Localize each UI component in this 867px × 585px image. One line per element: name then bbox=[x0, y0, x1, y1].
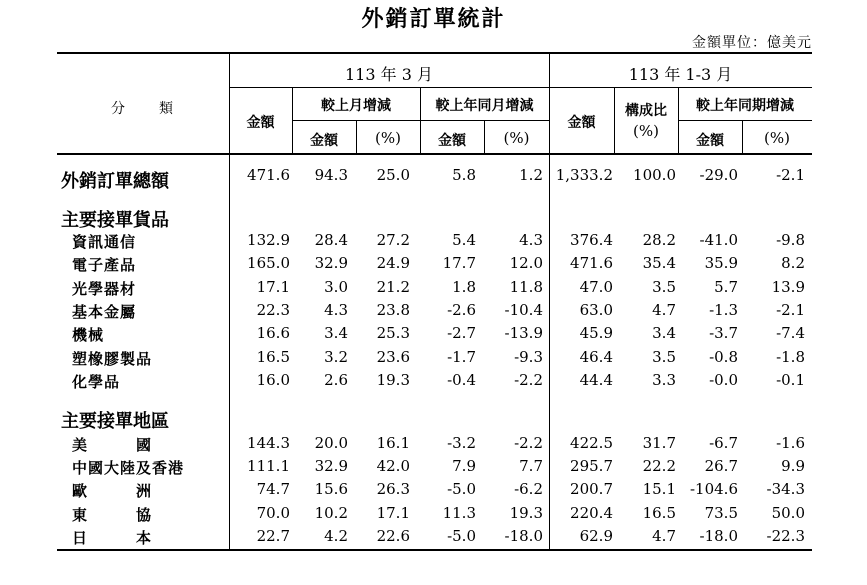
table-cell: 31.7 bbox=[642, 434, 676, 452]
table-cell: 3.4 bbox=[324, 324, 348, 343]
table-cell: 20.0 bbox=[314, 434, 348, 452]
total-cell: 471.6 bbox=[247, 166, 290, 184]
table-cell: 132.9 bbox=[247, 231, 290, 249]
table-cell: 23.8 bbox=[376, 300, 410, 319]
table-cell: 3.5 bbox=[652, 347, 676, 366]
table-cell: -2.2 bbox=[514, 434, 543, 452]
table-cell: 16.6 bbox=[256, 324, 290, 343]
table-cell: 11.8 bbox=[509, 277, 543, 296]
table-cell: 47.0 bbox=[579, 277, 613, 296]
page-title: 外銷訂單統計 bbox=[361, 6, 506, 32]
table-bottom-rule bbox=[57, 549, 812, 551]
sub-pct-2: (%) bbox=[503, 129, 530, 147]
table-cell: -2.7 bbox=[447, 324, 476, 343]
table-cell: 19.3 bbox=[376, 370, 410, 389]
table-cell: 21.2 bbox=[376, 277, 410, 296]
table-cell: 8.2 bbox=[781, 254, 805, 273]
table-cell: 422.5 bbox=[570, 434, 613, 452]
sub-amount-3: 金額 bbox=[696, 133, 724, 149]
table-cell: -1.8 bbox=[776, 347, 805, 366]
table-cell: 28.4 bbox=[314, 231, 348, 249]
total-label: 外銷訂單總額 bbox=[61, 171, 169, 192]
table-cell: 3.2 bbox=[324, 347, 348, 366]
table-cell: 16.0 bbox=[256, 370, 290, 389]
table-cell: -9.3 bbox=[514, 347, 543, 366]
table-cell: 63.0 bbox=[579, 300, 613, 319]
table-cell: -5.0 bbox=[447, 480, 476, 499]
table-cell: 17.1 bbox=[256, 277, 290, 296]
table-cell: 200.7 bbox=[570, 480, 613, 499]
table-cell: 25.3 bbox=[376, 324, 410, 343]
table-cell: 32.9 bbox=[314, 457, 348, 476]
col-divider-h3 bbox=[614, 87, 615, 153]
header-rule-3 bbox=[678, 120, 812, 121]
total-cell: -29.0 bbox=[699, 166, 738, 184]
table-cell: 22.6 bbox=[376, 526, 410, 545]
table-cell: 27.2 bbox=[376, 231, 410, 249]
table-cell: 4.7 bbox=[652, 526, 676, 545]
table-cell: 7.9 bbox=[452, 457, 476, 476]
table-cell: -2.2 bbox=[514, 370, 543, 389]
table-cell: 4.7 bbox=[652, 300, 676, 319]
sub-amount-1: 金額 bbox=[310, 133, 338, 149]
header-amount-ytd: 金額 bbox=[567, 115, 596, 131]
table-cell: 111.1 bbox=[247, 457, 290, 476]
table-cell: -1.7 bbox=[447, 347, 476, 366]
header-bottom-rule bbox=[57, 153, 812, 155]
row-label: 塑橡膠製品 bbox=[72, 349, 153, 368]
table-cell: 46.4 bbox=[579, 347, 613, 366]
table-cell: -0.4 bbox=[447, 370, 476, 389]
table-cell: -6.7 bbox=[709, 434, 738, 452]
table-cell: 22.7 bbox=[256, 526, 290, 545]
table-cell: 4.3 bbox=[324, 300, 348, 319]
table-cell: -5.0 bbox=[447, 526, 476, 545]
table-cell: -13.9 bbox=[504, 324, 543, 343]
table-cell: -18.0 bbox=[699, 526, 738, 545]
table-cell: 220.4 bbox=[570, 503, 613, 522]
table-cell: 1.8 bbox=[452, 277, 476, 296]
table-cell: -0.0 bbox=[709, 370, 738, 389]
row-label: 電子產品 bbox=[72, 256, 137, 275]
table-cell: -1.3 bbox=[709, 300, 738, 319]
table-cell: 11.3 bbox=[442, 503, 476, 522]
table-cell: 32.9 bbox=[314, 254, 348, 273]
sub-pct-1: (%) bbox=[375, 129, 401, 147]
table-cell: 165.0 bbox=[247, 254, 290, 273]
table-cell: 26.7 bbox=[704, 457, 738, 476]
table-cell: -34.3 bbox=[766, 480, 805, 499]
table-cell: -3.7 bbox=[709, 324, 738, 343]
table-cell: 10.2 bbox=[314, 503, 348, 522]
row-label: 美 國 bbox=[72, 436, 153, 454]
table-cell: 26.3 bbox=[376, 480, 410, 499]
table-cell: 44.4 bbox=[579, 370, 613, 389]
row-label: 東 協 bbox=[72, 505, 153, 524]
sub-pct-3: (%) bbox=[764, 129, 790, 147]
table-cell: 22.3 bbox=[256, 300, 290, 319]
header-amount-month: 金額 bbox=[246, 115, 275, 131]
table-cell: -18.0 bbox=[504, 526, 543, 545]
table-cell: -2.1 bbox=[776, 300, 805, 319]
row-label: 化學品 bbox=[72, 372, 121, 391]
table-cell: 5.7 bbox=[714, 277, 738, 296]
table-cell: 70.0 bbox=[256, 503, 290, 522]
table-cell: -6.2 bbox=[514, 480, 543, 499]
table-cell: 73.5 bbox=[704, 503, 738, 522]
table-cell: -0.1 bbox=[776, 370, 805, 389]
table-cell: 295.7 bbox=[570, 457, 613, 476]
products-heading: 主要接單貨品 bbox=[61, 210, 169, 231]
table-cell: -10.4 bbox=[504, 300, 543, 319]
table-cell: 74.7 bbox=[256, 480, 290, 499]
header-share: 構成比 bbox=[625, 103, 667, 119]
row-label: 資訊通信 bbox=[72, 233, 137, 251]
table-cell: 3.4 bbox=[652, 324, 676, 343]
table-cell: 42.0 bbox=[376, 457, 410, 476]
table-cell: 2.6 bbox=[324, 370, 348, 389]
table-cell: 5.4 bbox=[452, 231, 476, 249]
table-cell: 3.5 bbox=[652, 277, 676, 296]
table-cell: 17.7 bbox=[442, 254, 476, 273]
table-cell: 12.0 bbox=[509, 254, 543, 273]
total-cell: 100.0 bbox=[633, 166, 676, 184]
row-label: 日 本 bbox=[72, 528, 153, 547]
total-cell: 94.3 bbox=[314, 166, 348, 184]
table-cell: 28.2 bbox=[642, 231, 676, 249]
table-cell: 24.9 bbox=[376, 254, 410, 273]
header-vs-prev-month: 較上月增減 bbox=[321, 98, 391, 114]
table-cell: -2.6 bbox=[447, 300, 476, 319]
table-cell: 23.6 bbox=[376, 347, 410, 366]
table-cell: 35.9 bbox=[704, 254, 738, 273]
table-cell: 17.1 bbox=[376, 503, 410, 522]
table-cell: 13.9 bbox=[771, 277, 805, 296]
row-label: 中國大陸及香港 bbox=[72, 459, 185, 478]
total-cell: 1.2 bbox=[519, 166, 543, 184]
table-cell: 3.3 bbox=[652, 370, 676, 389]
total-cell: 25.0 bbox=[376, 166, 410, 184]
total-cell: -2.1 bbox=[776, 166, 805, 184]
sub-amount-2: 金額 bbox=[438, 133, 466, 149]
header-period-month: 113 年 3 月 bbox=[345, 65, 433, 84]
header-rule-1 bbox=[229, 87, 812, 88]
table-cell: -0.8 bbox=[709, 347, 738, 366]
table-cell: 7.7 bbox=[519, 457, 543, 476]
table-cell: 15.1 bbox=[642, 480, 676, 499]
table-cell: 4.2 bbox=[324, 526, 348, 545]
table-cell: 4.3 bbox=[519, 231, 543, 249]
row-label: 機械 bbox=[72, 326, 105, 345]
table-top-rule bbox=[57, 52, 812, 54]
table-cell: -41.0 bbox=[699, 231, 738, 249]
table-cell: 50.0 bbox=[771, 503, 805, 522]
header-category: 分 類 bbox=[111, 101, 175, 117]
table-cell: 376.4 bbox=[570, 231, 613, 249]
table-cell: -104.6 bbox=[689, 480, 738, 499]
table-cell: 62.9 bbox=[579, 526, 613, 545]
header-vs-same-period: 較上年同期增減 bbox=[696, 98, 794, 114]
row-label: 光學器材 bbox=[72, 279, 137, 298]
table-cell: 9.9 bbox=[781, 457, 805, 476]
total-cell: 1,333.2 bbox=[555, 166, 613, 184]
table-cell: 16.1 bbox=[376, 434, 410, 452]
table-cell: -3.2 bbox=[447, 434, 476, 452]
table-cell: -1.6 bbox=[776, 434, 805, 452]
table-cell: 16.5 bbox=[256, 347, 290, 366]
table-cell: -22.3 bbox=[766, 526, 805, 545]
header-period-ytd: 113 年 1-3 月 bbox=[628, 65, 733, 84]
table-cell: 471.6 bbox=[570, 254, 613, 273]
regions-heading: 主要接單地區 bbox=[61, 411, 169, 432]
table-cell: 144.3 bbox=[247, 434, 290, 452]
unit-note: 金額單位：億美元 bbox=[692, 35, 812, 51]
table-cell: 22.2 bbox=[642, 457, 676, 476]
table-cell: 45.9 bbox=[579, 324, 613, 343]
row-label: 歐 洲 bbox=[72, 482, 153, 501]
table-cell: 19.3 bbox=[509, 503, 543, 522]
table-cell: -9.8 bbox=[776, 231, 805, 249]
header-share-pct: (%) bbox=[633, 122, 659, 140]
table-cell: 15.6 bbox=[314, 480, 348, 499]
table-cell: 35.4 bbox=[642, 254, 676, 273]
table-cell: -7.4 bbox=[776, 324, 805, 343]
header-vs-same-month: 較上年同月增減 bbox=[435, 98, 534, 114]
row-label: 基本金屬 bbox=[72, 302, 137, 321]
table-cell: 3.0 bbox=[324, 277, 348, 296]
total-cell: 5.8 bbox=[452, 166, 476, 184]
table-cell: 16.5 bbox=[642, 503, 676, 522]
